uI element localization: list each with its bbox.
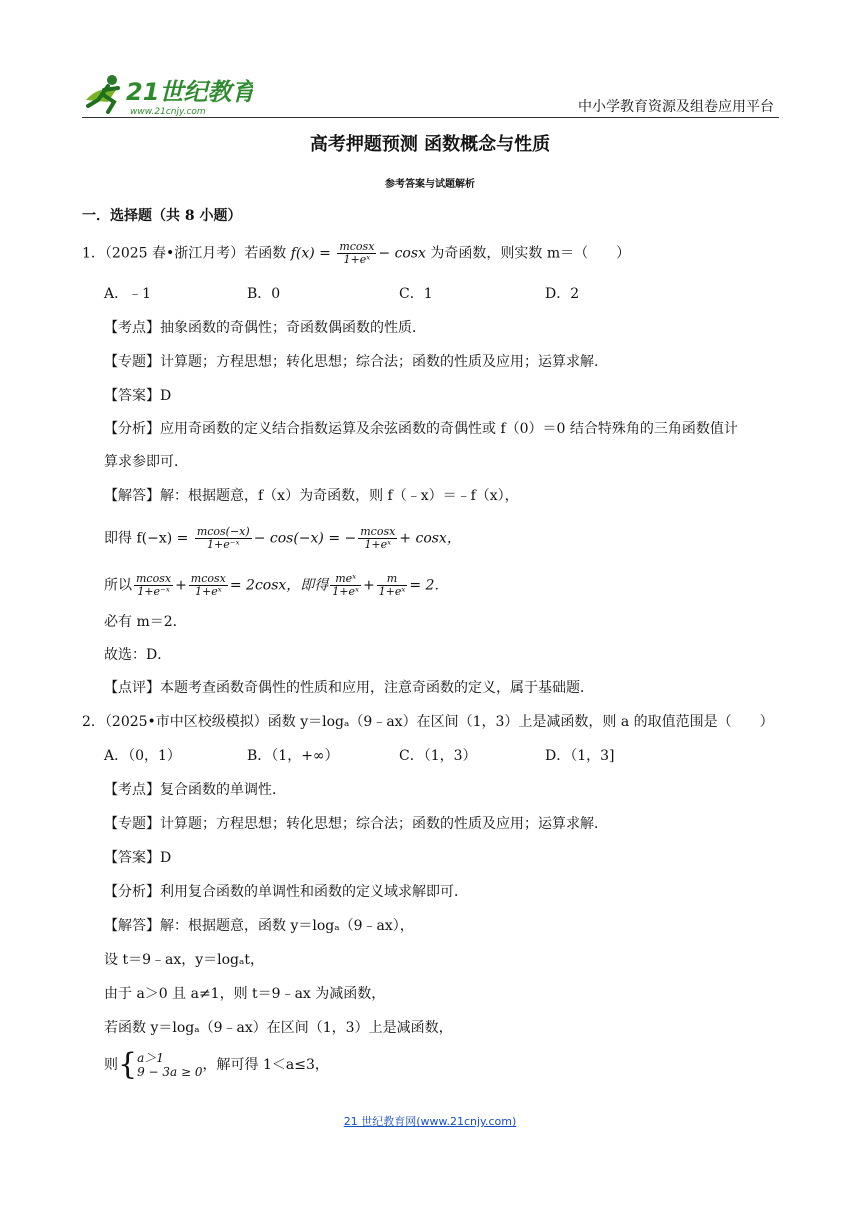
q1-comment: 【点评】本题考查函数奇偶性的性质和应用，注意奇函数的定义，属于基础题． xyxy=(104,680,594,696)
q1-stem: 1．（2025 春•浙江月考）若函数 f(x) = $\frac{mcosx}{\text{1+eˣ}}$ − cosx 为奇函数，则实数 m＝（ ） xyxy=(82,240,631,266)
q2-kaodian: 【考点】复合函数的单调性． xyxy=(104,782,286,798)
q1-option-d: D．2 xyxy=(545,286,580,302)
q2-solution: 【解答】解：根据题意，函数 y＝logₐ（9﹣ax）， xyxy=(104,918,414,934)
q1-option-a: A．﹣1 xyxy=(104,286,152,302)
svg-text:www.21cnjy.com: www.21cnjy.com xyxy=(130,107,206,117)
q2-zhuanti: 【专题】计算题；方程思想；转化思想；综合法；函数的性质及应用；运算求解． xyxy=(104,816,608,832)
q2-step-2: 由于 a＞0 且 a≠1，则 t＝9﹣ax 为减函数， xyxy=(104,986,386,1002)
q1-step-2: 所以 $\frac{mcosx}{\text{1+e⁻ˣ}}$ + $\frac{mcosx}{\text{1+eˣ}}$ = 2cosx，即得 $\frac{\text{meˣ}}{\text{1+eˣ}}$ + $\frac{m}{\text{1+eˣ}}$ = 2． xyxy=(104,572,449,598)
q1-solution: 【解答】解：根据题意，f（x）为奇函数，则 f（﹣x）＝﹣f（x）， xyxy=(104,488,519,504)
q2-answer: 【答案】D xyxy=(104,850,172,866)
q1-analysis-1: 【分析】应用奇函数的定义结合指数运算及余弦函数的奇偶性或 f（0）＝0 结合特殊角的三角函数值计 xyxy=(104,421,738,437)
q2-step-1: 设 t＝9﹣ax，y＝logₐt， xyxy=(104,952,265,968)
q1-step-4: 故选：D． xyxy=(104,647,172,663)
q2-option-d: D．（1，3] xyxy=(545,748,615,764)
header-divider xyxy=(82,117,779,118)
logo xyxy=(78,66,253,122)
q2-option-c: C．（1，3） xyxy=(399,748,477,764)
q1-step-1: 即得 f(−x) = $\frac{mcos(-x)}{\text{1+e⁻ˣ}}$ − cos(−x) = − $\frac{mcosx}{\text{1+eˣ}}$ + cosx， xyxy=(104,525,461,551)
q2-stem: 2．（2025•市中区校级模拟）函数 y＝logₐ（9﹣ax）在区间（1，3）上是减函数，则 a 的取值范围是（ ） xyxy=(82,714,774,730)
q1-option-c: C．1 xyxy=(399,286,433,302)
q2-step-4: 则{ a＞1 9 − 3a ≥ 0 ，解可得 1＜a≤3， xyxy=(104,1047,329,1082)
q1-zhuanti: 【专题】计算题；方程思想；转化思想；综合法；函数的性质及应用；运算求解． xyxy=(104,354,608,370)
q1-step-3: 必有 m＝2． xyxy=(104,614,187,630)
q2-option-b: B．（1，+∞） xyxy=(247,748,339,764)
section-heading: 一．选择题（共 8 小题） xyxy=(82,208,242,224)
q1-answer: 【答案】D xyxy=(104,388,172,404)
q2-step-3: 若函数 y＝logₐ（9﹣ax）在区间（1，3）上是减函数， xyxy=(104,1020,453,1036)
runner-logo-icon xyxy=(78,66,253,122)
q2-analysis: 【分析】利用复合函数的单调性和函数的定义域求解即可． xyxy=(104,884,468,900)
q1-analysis-2: 算求参即可． xyxy=(104,454,188,470)
q1-kaodian: 【考点】抽象函数的奇偶性；奇函数偶函数的性质． xyxy=(104,320,426,336)
platform-name: 中小学教育资源及组卷应用平台 xyxy=(578,99,774,115)
page-title: 高考押题预测 函数概念与性质 xyxy=(309,134,551,155)
page-subtitle: 参考答案与试题解析 xyxy=(385,179,475,190)
footer-link[interactable]: 21 世纪教育网(www.21cnjy.com) xyxy=(343,1115,517,1128)
q1-option-b: B．0 xyxy=(247,286,281,302)
svg-text:21世纪教育: 21世纪教育 xyxy=(126,78,253,106)
q2-option-a: A．（0，1） xyxy=(104,748,181,764)
